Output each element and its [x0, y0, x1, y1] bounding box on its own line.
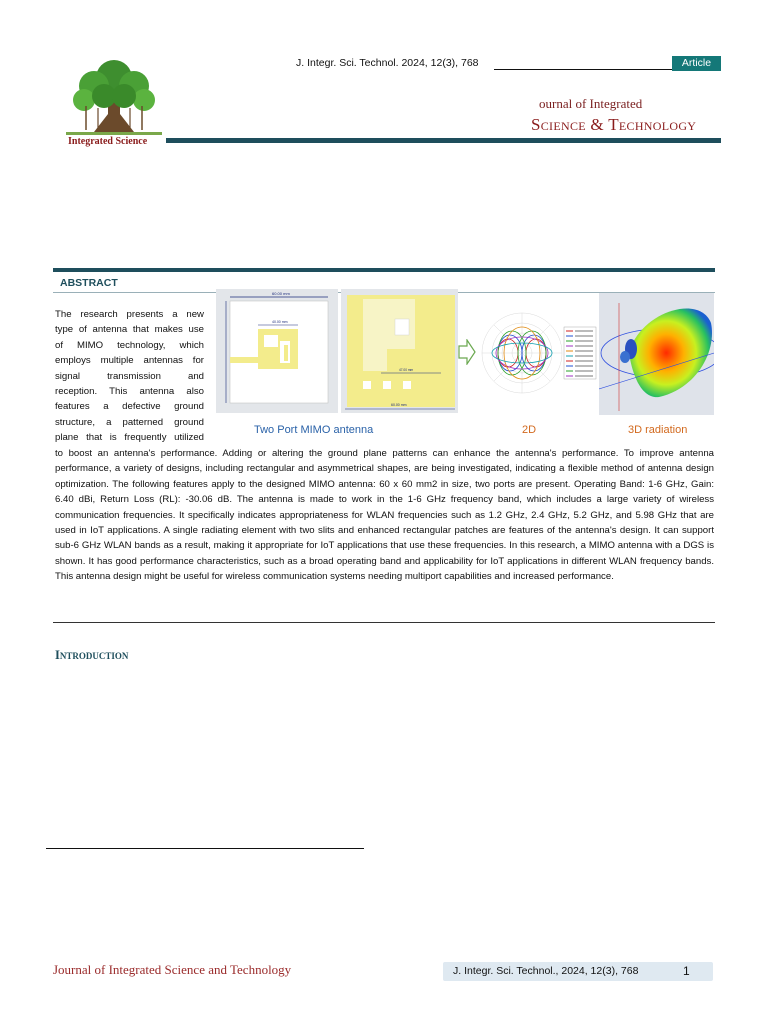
journal-title-line1: ournal of Integrated — [539, 96, 643, 111]
header-rule — [166, 138, 721, 143]
citation-underline — [494, 69, 672, 70]
abstract-end-rule — [53, 622, 715, 623]
dim-label-ground: 47.00 mm — [399, 368, 414, 372]
caption-mimo: Two Port MIMO antenna — [254, 424, 374, 436]
abstract-line: features a defective ground — [55, 401, 204, 413]
caption-2d: 2D — [522, 424, 537, 436]
header-citation: J. Integr. Sci. Technol. 2024, 12(3), 768 — [296, 57, 479, 69]
abstract-line: structure, a patterned ground — [55, 416, 204, 428]
journal-title-line2: Science & Technology — [531, 115, 697, 134]
dim-label-bottom: 60.00 mm — [391, 403, 407, 407]
footer-citation: J. Integr. Sci. Technol., 2024, 12(3), 768 — [453, 965, 639, 977]
antenna-front-view — [216, 289, 338, 413]
tree-logo-icon — [64, 56, 164, 136]
abstract-top-rule — [53, 268, 715, 272]
introduction-heading: Introduction — [55, 648, 129, 662]
logo-text: Integrated Science — [68, 136, 148, 147]
footnote-rule — [46, 848, 364, 849]
abstract-heading: ABSTRACT — [60, 277, 118, 289]
abstract-line: signal transmission and — [55, 370, 204, 382]
polar-pattern-plot — [478, 293, 598, 415]
abstract-line: type of antenna that makes use — [55, 324, 204, 336]
abstract-line: plane that is frequently utilized — [55, 432, 204, 444]
article-type-badge: Article — [672, 56, 721, 71]
abstract-line: employs multiple antennas for — [55, 355, 204, 367]
abstract-line: reception. This antenna also — [55, 386, 204, 398]
arrow-right-icon — [458, 339, 476, 365]
radiation-3d-plot — [599, 293, 714, 415]
dim-label-patch: 40.00 mm — [272, 320, 288, 324]
antenna-ground-view — [341, 289, 458, 413]
abstract-body: to boost an antenna's performance. Adding or altering the ground plane patterns can enhance the antenna's performance. To improve antenna performance, a variety of designs, including rectangular and asymmetrical shapes, are being investigated, indicating a flexible method of antenna design optimization. The following features apply to the designed MIMO antenna: 60 x 60 mm2 in size, two ports are present. Operating Band: 1-6 GHz, Gain: 6.40 dBi, Return Loss (RL): -30.06 dB. The antenna is made to work in the 1-6 GHz frequency band, which includes a large variety of wireless communication frequencies. It specifically indicates appropriateness for WLAN frequencies such as 1.2 GHz, 2.4 GHz, 5.2 GHz, and 5.98 GHz that are used in IoT applications. A single radiating element with two slits and enhanced rectangular patches are features of the antenna's design. It can support sub-6 GHz WLAN bands as a result, making it appropriate for IoT applications that use these frequencies. In this research, a MIMO antenna with a DGS is shown. It has good performance characteristics, such as a broad operating band and applicability for IoT applications in different WLAN frequency bands. This antenna design might be useful for wireless communication systems needing multiport capabilities and increased performance. — [55, 448, 714, 583]
dim-label-top: 60.00 mm — [272, 291, 290, 296]
caption-3d: 3D radiation — [628, 424, 688, 436]
abstract-line: The research presents a new — [55, 309, 204, 320]
abstract-line: of MIMO technology, which — [55, 339, 204, 351]
page-number: 1 — [683, 964, 690, 978]
graphical-abstract-figure — [216, 289, 714, 441]
journal-logo — [64, 56, 164, 148]
footer-journal-title: Journal of Integrated Science and Technology — [53, 962, 292, 977]
footer-citation-box — [443, 962, 713, 981]
abstract-wrapped-text — [55, 307, 204, 446]
